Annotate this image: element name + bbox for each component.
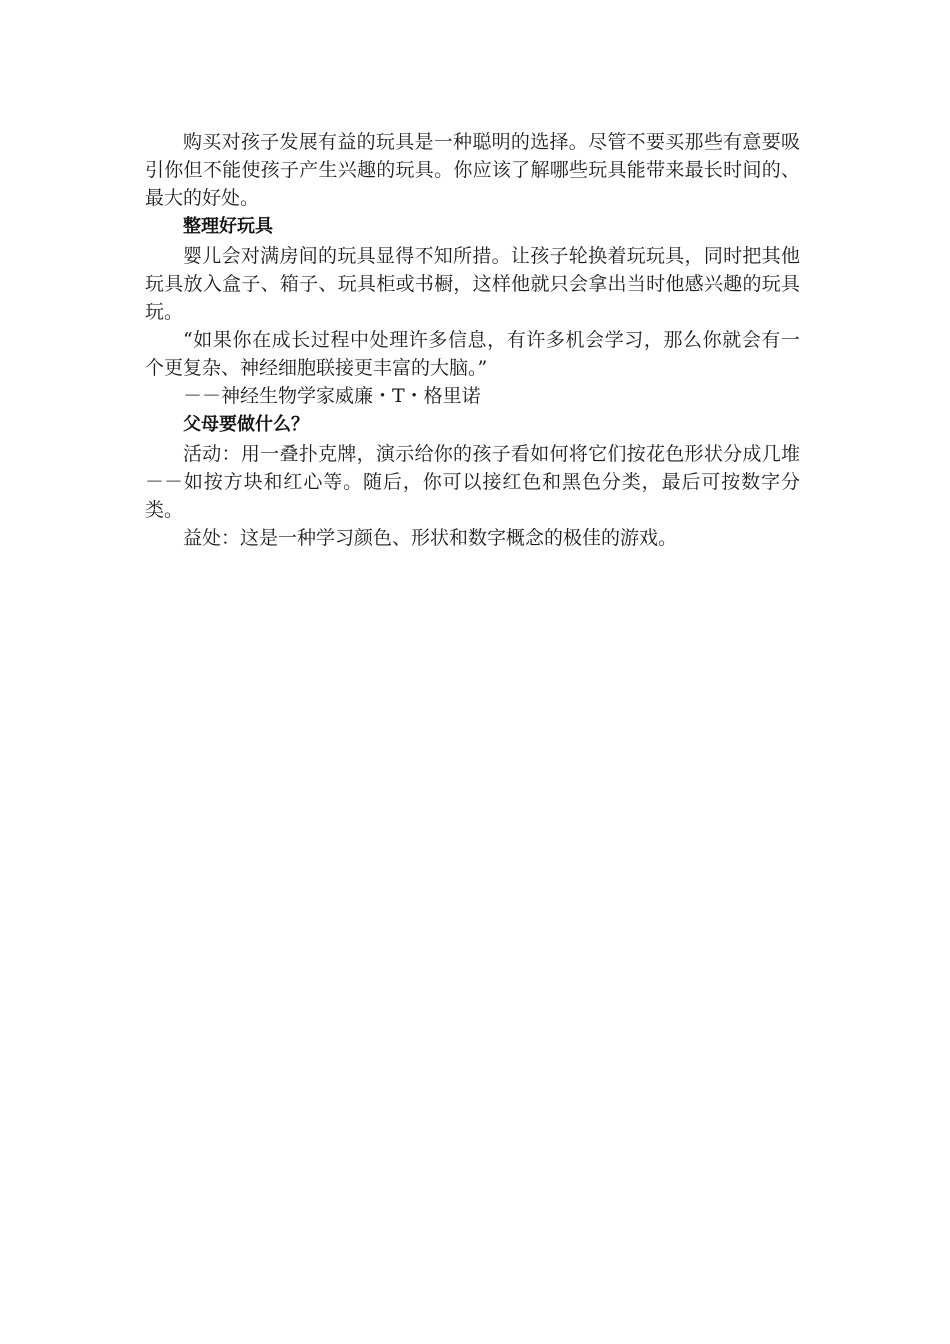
organize-paragraph: 婴儿会对满房间的玩具显得不知所措。让孩子轮换着玩玩具，同时把其他玩具放入盒子、箱子、玩具柜或书橱，这样他就只会拿出当时他感兴趣的玩具玩。 [145, 245, 800, 323]
quote-paragraph: “如果你在成长过程中处理许多信息，有许多机会学习，那么你就会有一个更复杂、神经细胞联接更丰富的大脑。” [145, 329, 800, 379]
activity-paragraph: 活动：用一叠扑克牌，演示给你的孩子看如何将它们按花色形状分成几堆－－如按方块和红心等。随后，你可以接红色和黑色分类，最后可按数字分类。 [145, 443, 800, 521]
benefit-paragraph: 益处：这是一种学习颜色、形状和数字概念的极佳的游戏。 [183, 527, 678, 549]
quote-attribution: －－神经生物学家威廉・T・格里诺 [183, 385, 481, 407]
section-heading-parents: 父母要做什么？ [183, 414, 309, 435]
document-body [145, 128, 800, 552]
section-heading-organize-toys: 整理好玩具 [183, 216, 273, 237]
intro-paragraph: 购买对孩子发展有益的玩具是一种聪明的选择。尽管不要买那些有意要吸引你但不能使孩子产生兴趣的玩具。你应该了解哪些玩具能带来最长时间的、最大的好处。 [145, 131, 800, 209]
